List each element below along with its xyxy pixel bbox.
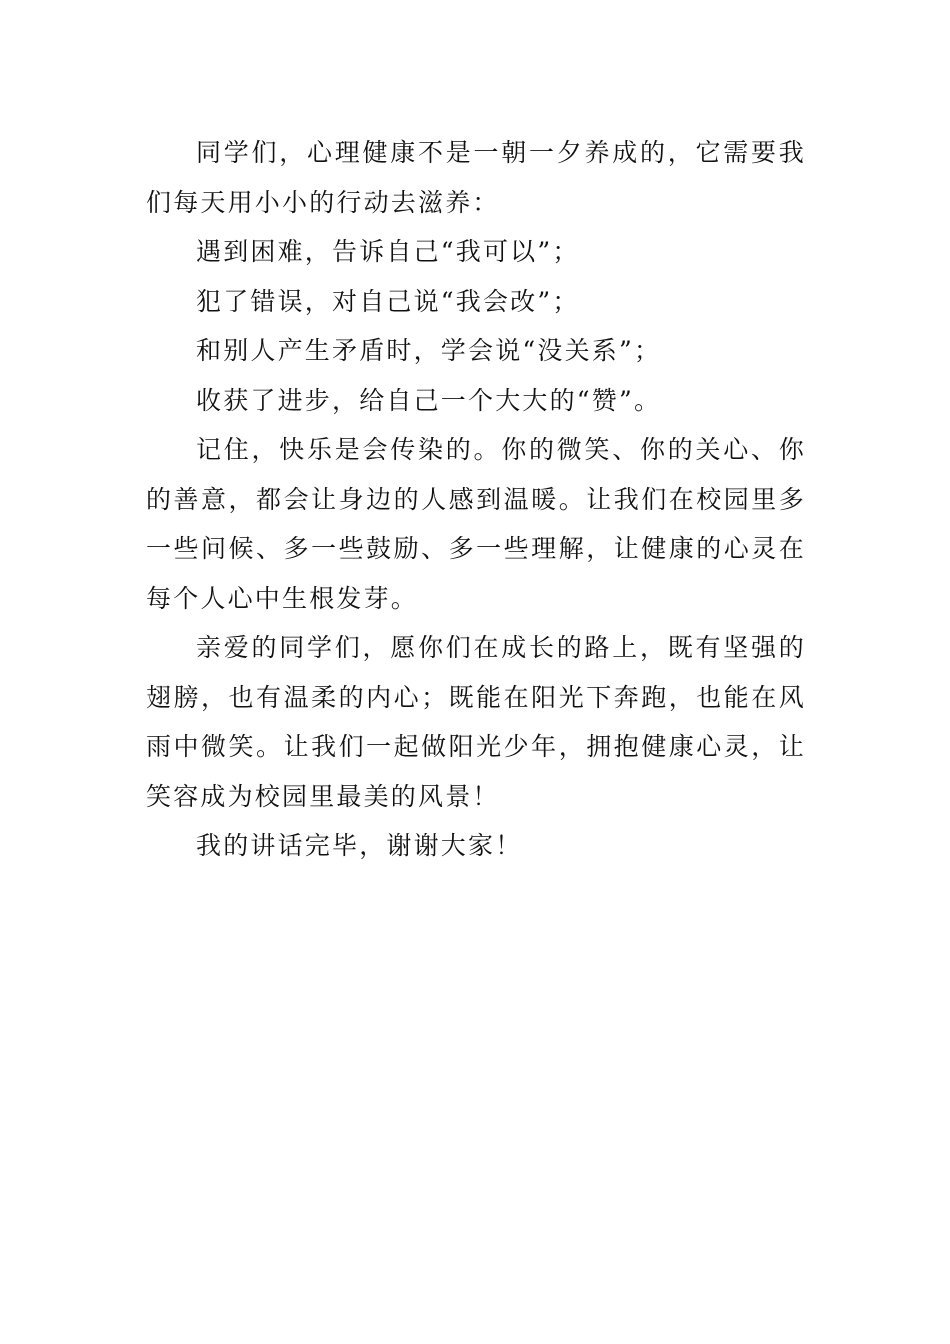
paragraph-intro: 同学们，心理健康不是一朝一夕养成的，它需要我们每天用小小的行动去滋养： bbox=[146, 138, 806, 217]
paragraph-wishes: 亲爱的同学们，愿你们在成长的路上，既有坚强的翅膀，也有温柔的内心；既能在阳光下奔跑，也能在风雨中微笑。让我们一起做阳光少年，拥抱健康心灵，让笑容成为校园里最美的风景！ bbox=[146, 633, 806, 811]
paragraph-progress: 收获了进步，给自己一个大大的“赞”。 bbox=[196, 385, 662, 415]
paragraph-conflict: 和别人产生矛盾时，学会说“没关系”； bbox=[196, 336, 662, 365]
paragraph-closing: 我的讲话完毕，谢谢大家！ bbox=[196, 831, 523, 860]
document-body bbox=[146, 128, 806, 871]
paragraph-happiness: 记住，快乐是会传染的。你的微笑、你的关心、你的善意，都会让身边的人感到温暖。让我们在校园里多一些问候、多一些鼓励、多一些理解，让健康的心灵在每个人心中生根发芽。 bbox=[146, 435, 806, 613]
paragraph-difficulty: 遇到困难，告诉自己“我可以”； bbox=[196, 237, 580, 266]
paragraph-mistake: 犯了错误，对自己说“我会改”； bbox=[196, 286, 580, 316]
